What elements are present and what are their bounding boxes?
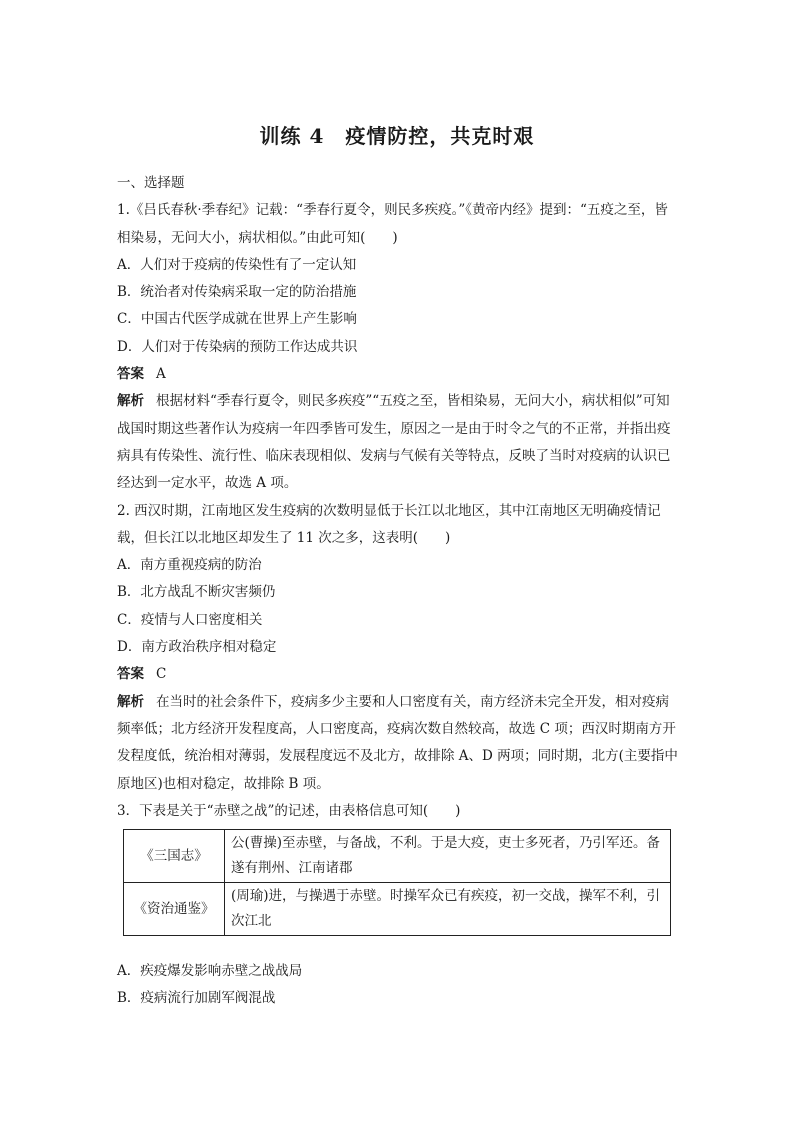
analysis-label: 解析 xyxy=(117,693,144,710)
question-1-analysis xyxy=(117,388,679,497)
analysis-label: 解析 xyxy=(117,393,144,410)
answer-value: C xyxy=(156,666,167,683)
answer-label: 答案 xyxy=(117,666,144,683)
question-2-option-a: A．南方重视疫病的防治 xyxy=(117,557,262,574)
question-2-analysis xyxy=(117,689,679,798)
question-2-option-d: D．南方政治秩序相对稳定 xyxy=(117,639,277,656)
table-source-cell: 《三国志》 xyxy=(124,830,225,883)
question-1-option-d: D．人们对于传染病的预防工作达成共识 xyxy=(117,338,358,355)
analysis-text: 在当时的社会条件下，疫病多少主要和人口密度有关，南方经济未完全开发，相对疫病频率低；北方经济开发程度高，人口密度高，疫病次数自然较高，故选 C 项；西汉时期南方开发程度低，统治相对薄弱，发展程度远不及北方，故排除 A、D 两项；同时期，北方(主要指中原地区)也相对稳定，故排除 B 项。 xyxy=(117,693,678,792)
table-row xyxy=(124,830,671,883)
question-1-answer xyxy=(117,361,679,388)
page-title: 训练 4 疫情防控，共克时艰 xyxy=(259,124,535,148)
question-1-option-a: A．人们对于疫病的传染性有了一定认知 xyxy=(117,256,357,273)
table-source-cell: 《资治通鉴》 xyxy=(124,883,225,936)
source-table xyxy=(123,829,671,936)
question-2-option-c: C．疫情与人口密度相关 xyxy=(117,611,263,628)
document-content xyxy=(117,170,679,1013)
answer-value: A xyxy=(156,366,166,383)
table-text-cell: (周瑜)进，与操遇于赤壁。时操军众已有疾疫，初一交战，操军不利，引次江北 xyxy=(225,883,671,936)
question-2-option-b: B．北方战乱不断灾害频仍 xyxy=(117,584,276,601)
question-1-option-c: C．中国古代医学成就在世界上产生影响 xyxy=(117,311,357,328)
question-1-stem: 1.《吕氏春秋·季春纪》记载：“季春行夏令，则民多疾疫。”《黄帝内经》提到：“五疫之至，皆相染易，无问大小，病状相似。”由此可知( ) xyxy=(117,202,668,246)
table-text-cell: 公(曹操)至赤壁，与备战，不利。于是大疫，吏士多死者，乃引军还。备遂有荆州、江南诸郡 xyxy=(225,830,671,883)
question-1-option-b: B．统治者对传染病采取一定的防治措施 xyxy=(117,284,357,301)
analysis-text: 根据材料“季春行夏令，则民多疾疫”“五疫之至，皆相染易，无问大小，病状相似”可知战国时期这些著作认为疫病一年四季皆可发生，原因之一是由于时令之气的不正常，并指出疫病具有传染性、流行性、临床表现相似、发病与气候有关等特点，反映了当时对疫病的认识已经达到一定水平，故选 A 项。 xyxy=(117,393,671,492)
question-3-stem: 3．下表是关于“赤壁之战”的记述，由表格信息可知( ) xyxy=(117,802,461,819)
question-2-answer xyxy=(117,661,679,688)
table-row xyxy=(124,883,671,936)
question-2-stem: 2. 西汉时期，江南地区发生疫病的次数明显低于长江以北地区，其中江南地区无明确疫情记载，但长江以北地区却发生了 11 次之多，这表明( ) xyxy=(117,502,661,546)
question-3-option-a: A．疾疫爆发影响赤壁之战战局 xyxy=(117,963,303,980)
section-heading: 一、选择题 xyxy=(117,175,185,191)
question-3-option-b: B．疫病流行加剧军阀混战 xyxy=(117,990,276,1007)
answer-label: 答案 xyxy=(117,366,144,383)
